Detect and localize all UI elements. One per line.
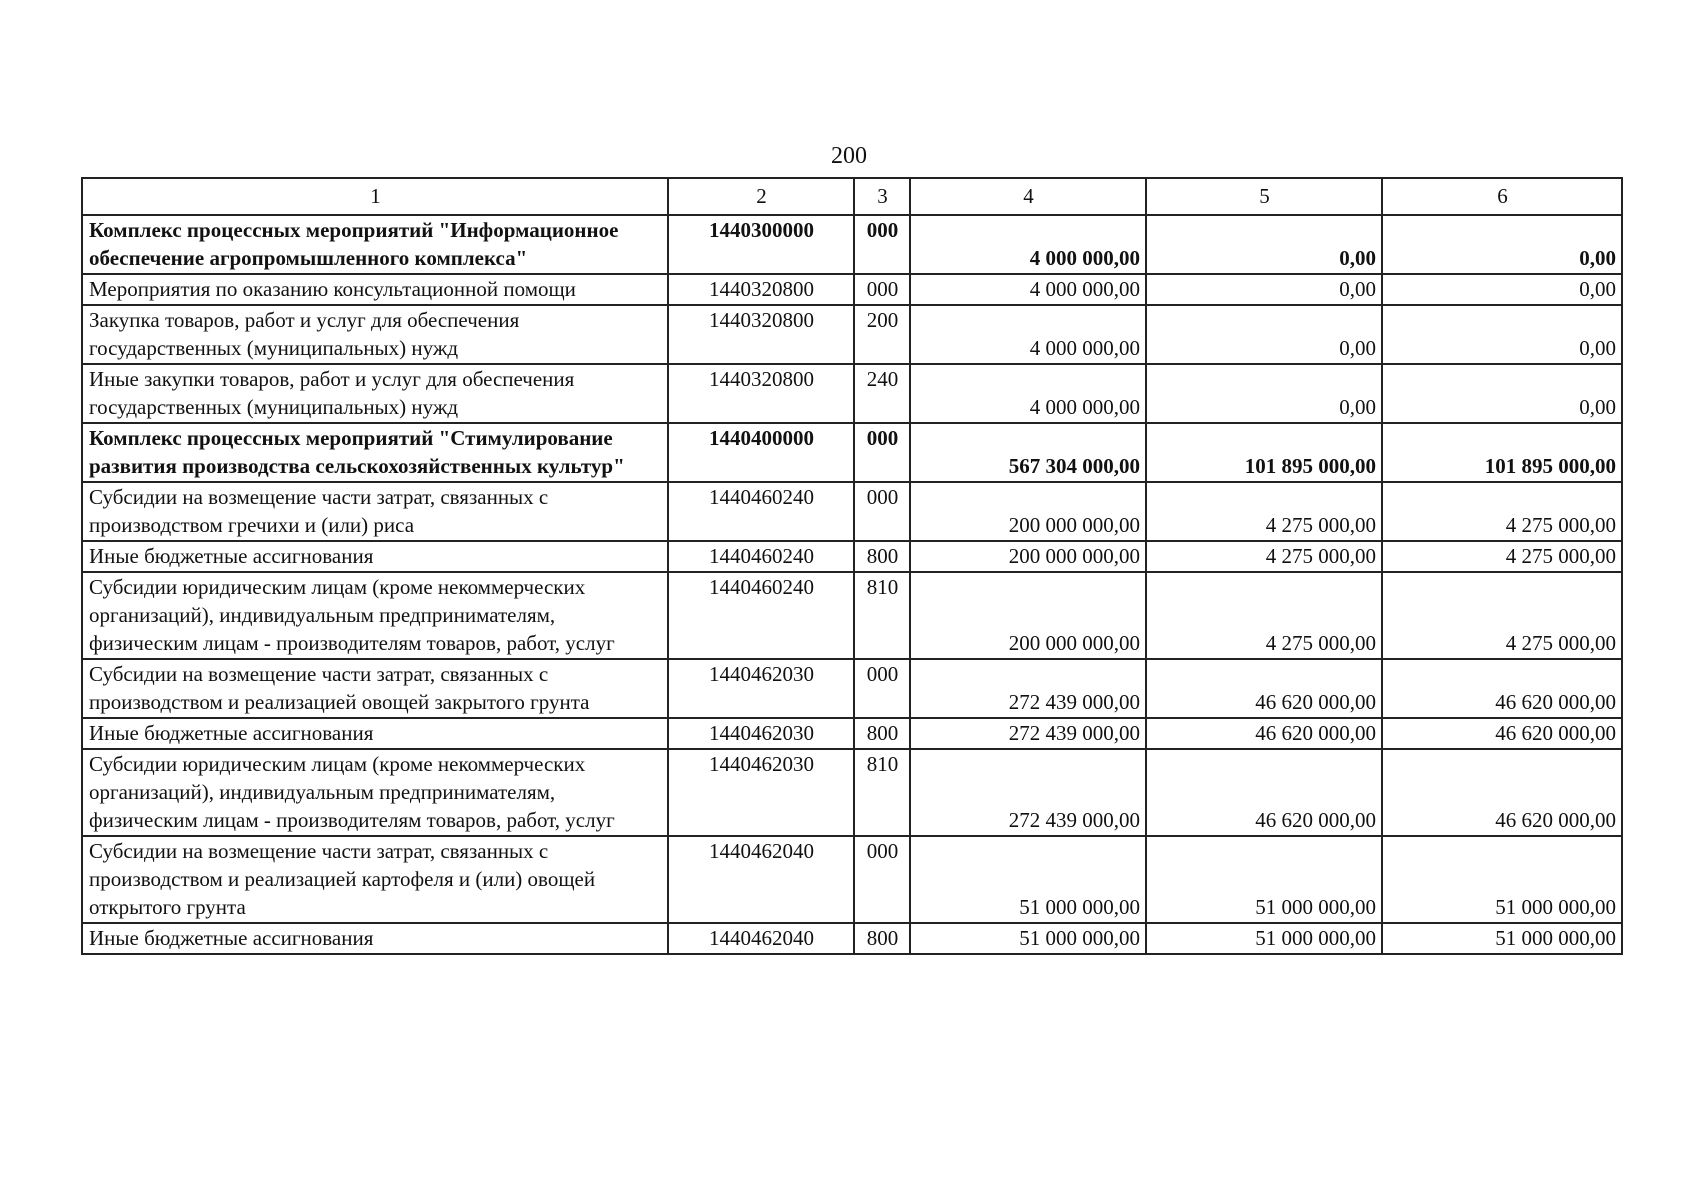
row-code-cell: 1440400000	[668, 423, 854, 482]
row-amount-col5-cell: 46 620 000,00	[1146, 749, 1382, 836]
row-amount-col4-cell: 4 000 000,00	[910, 274, 1146, 305]
row-amount-col5-cell: 51 000 000,00	[1146, 836, 1382, 923]
table-row	[82, 836, 1622, 923]
header-cell-3: 3	[854, 178, 910, 215]
row-amount-col6-cell: 46 620 000,00	[1382, 749, 1622, 836]
row-amount-col4-cell: 200 000 000,00	[910, 541, 1146, 572]
row-expense-type-cell: 000	[854, 215, 910, 274]
row-name-cell: Субсидии на возмещение части затрат, связанных с производством гречихи и (или) риса	[82, 482, 668, 541]
row-name-cell: Комплекс процессных мероприятий "Информационное обеспечение агропромышленного комплекса"	[82, 215, 668, 274]
row-name-cell: Субсидии на возмещение части затрат, связанных с производством и реализацией картофеля и (или) овощей открытого грунта	[82, 836, 668, 923]
row-amount-col6-cell: 4 275 000,00	[1382, 572, 1622, 659]
table-row	[82, 718, 1622, 749]
row-amount-col4-cell: 4 000 000,00	[910, 364, 1146, 423]
row-amount-col6-cell: 0,00	[1382, 274, 1622, 305]
row-expense-type-cell: 800	[854, 718, 910, 749]
row-amount-col4-cell: 567 304 000,00	[910, 423, 1146, 482]
row-expense-type-cell: 000	[854, 836, 910, 923]
header-cell-4: 4	[910, 178, 1146, 215]
row-amount-col5-cell: 0,00	[1146, 364, 1382, 423]
row-code-cell: 1440460240	[668, 541, 854, 572]
row-amount-col4-cell: 200 000 000,00	[910, 572, 1146, 659]
row-amount-col4-cell: 272 439 000,00	[910, 659, 1146, 718]
row-amount-col5-cell: 0,00	[1146, 274, 1382, 305]
row-amount-col6-cell: 0,00	[1382, 215, 1622, 274]
row-amount-col4-cell: 200 000 000,00	[910, 482, 1146, 541]
row-name-cell: Иные бюджетные ассигнования	[82, 541, 668, 572]
table-row	[82, 659, 1622, 718]
row-code-cell: 1440320800	[668, 364, 854, 423]
row-amount-col4-cell: 272 439 000,00	[910, 749, 1146, 836]
table-row	[82, 423, 1622, 482]
table-row	[82, 923, 1622, 954]
row-code-cell: 1440320800	[668, 274, 854, 305]
row-amount-col4-cell: 4 000 000,00	[910, 215, 1146, 274]
row-amount-col5-cell: 51 000 000,00	[1146, 923, 1382, 954]
row-amount-col6-cell: 4 275 000,00	[1382, 541, 1622, 572]
table-row	[82, 482, 1622, 541]
row-amount-col5-cell: 46 620 000,00	[1146, 718, 1382, 749]
header-cell-6: 6	[1382, 178, 1622, 215]
row-expense-type-cell: 000	[854, 423, 910, 482]
row-amount-col5-cell: 101 895 000,00	[1146, 423, 1382, 482]
row-code-cell: 1440462030	[668, 659, 854, 718]
row-expense-type-cell: 000	[854, 274, 910, 305]
row-amount-col5-cell: 0,00	[1146, 215, 1382, 274]
row-amount-col4-cell: 51 000 000,00	[910, 923, 1146, 954]
row-expense-type-cell: 000	[854, 659, 910, 718]
row-expense-type-cell: 800	[854, 541, 910, 572]
row-expense-type-cell: 200	[854, 305, 910, 364]
row-expense-type-cell: 810	[854, 572, 910, 659]
header-cell-1: 1	[82, 178, 668, 215]
row-amount-col5-cell: 4 275 000,00	[1146, 572, 1382, 659]
row-code-cell: 1440460240	[668, 572, 854, 659]
row-name-cell: Субсидии юридическим лицам (кроме некоммерческих организаций), индивидуальным предпринимателям, физическим лицам - производителям товаров, работ, услуг	[82, 572, 668, 659]
row-amount-col6-cell: 51 000 000,00	[1382, 923, 1622, 954]
row-code-cell: 1440300000	[668, 215, 854, 274]
table-row	[82, 749, 1622, 836]
budget-table	[81, 177, 1623, 955]
header-cell-5: 5	[1146, 178, 1382, 215]
row-amount-col6-cell: 0,00	[1382, 364, 1622, 423]
row-code-cell: 1440460240	[668, 482, 854, 541]
row-name-cell: Субсидии на возмещение части затрат, связанных с производством и реализацией овощей закрытого грунта	[82, 659, 668, 718]
row-amount-col4-cell: 4 000 000,00	[910, 305, 1146, 364]
row-amount-col6-cell: 101 895 000,00	[1382, 423, 1622, 482]
row-amount-col4-cell: 51 000 000,00	[910, 836, 1146, 923]
table-row	[82, 215, 1622, 274]
page-number: 200	[831, 143, 867, 169]
row-amount-col5-cell: 0,00	[1146, 305, 1382, 364]
row-name-cell: Субсидии юридическим лицам (кроме некоммерческих организаций), индивидуальным предпринимателям, физическим лицам - производителям товаров, работ, услуг	[82, 749, 668, 836]
row-name-cell: Мероприятия по оказанию консультационной помощи	[82, 274, 668, 305]
row-amount-col6-cell: 46 620 000,00	[1382, 659, 1622, 718]
row-expense-type-cell: 810	[854, 749, 910, 836]
row-name-cell: Комплекс процессных мероприятий "Стимулирование развития производства сельскохозяйственных культур"	[82, 423, 668, 482]
table-row	[82, 572, 1622, 659]
row-code-cell: 1440320800	[668, 305, 854, 364]
row-amount-col4-cell: 272 439 000,00	[910, 718, 1146, 749]
header-cell-2: 2	[668, 178, 854, 215]
row-expense-type-cell: 240	[854, 364, 910, 423]
header-row	[82, 178, 1622, 215]
row-name-cell: Закупка товаров, работ и услуг для обеспечения государственных (муниципальных) нужд	[82, 305, 668, 364]
row-code-cell: 1440462030	[668, 718, 854, 749]
row-amount-col5-cell: 4 275 000,00	[1146, 482, 1382, 541]
row-amount-col6-cell: 4 275 000,00	[1382, 482, 1622, 541]
row-name-cell: Иные закупки товаров, работ и услуг для обеспечения государственных (муниципальных) нужд	[82, 364, 668, 423]
table-row	[82, 305, 1622, 364]
row-amount-col5-cell: 46 620 000,00	[1146, 659, 1382, 718]
table-row	[82, 274, 1622, 305]
row-expense-type-cell: 800	[854, 923, 910, 954]
row-amount-col6-cell: 46 620 000,00	[1382, 718, 1622, 749]
row-name-cell: Иные бюджетные ассигнования	[82, 718, 668, 749]
row-code-cell: 1440462040	[668, 923, 854, 954]
row-amount-col6-cell: 0,00	[1382, 305, 1622, 364]
table-row	[82, 364, 1622, 423]
row-code-cell: 1440462040	[668, 836, 854, 923]
row-expense-type-cell: 000	[854, 482, 910, 541]
table-row	[82, 541, 1622, 572]
row-amount-col5-cell: 4 275 000,00	[1146, 541, 1382, 572]
row-amount-col6-cell: 51 000 000,00	[1382, 836, 1622, 923]
row-name-cell: Иные бюджетные ассигнования	[82, 923, 668, 954]
row-code-cell: 1440462030	[668, 749, 854, 836]
